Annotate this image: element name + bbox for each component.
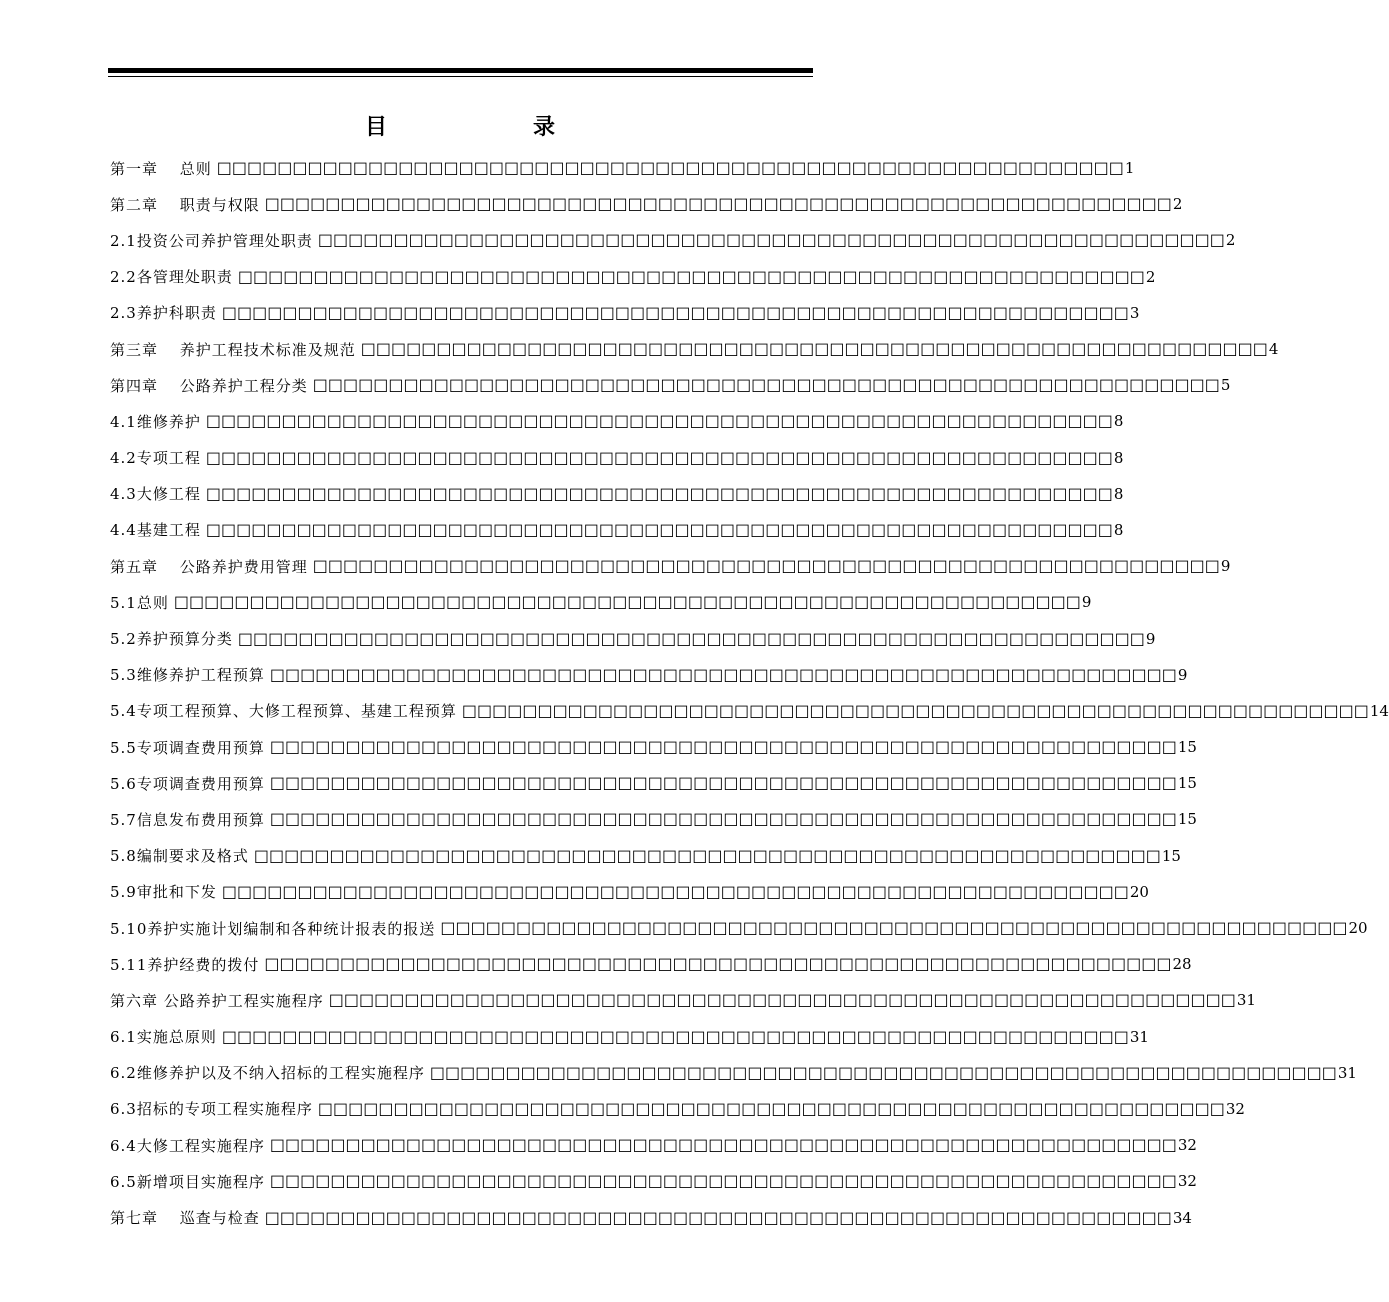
toc-entry-title: 5.8编制要求及格式 [110,847,249,866]
toc-entry[interactable] [110,693,1389,729]
toc-leader: □□□□□□□□□□□□□□□□□□□□□□□□□□□□□□□□□□□□□□□□□□□□□□□□□□□□□□□□□□□□ [221,302,1129,322]
toc-entry-title: 5.1总则 [110,593,169,612]
toc-leader: □□□□□□□□□□□□□□□□□□□□□□□□□□□□□□□□□□□□□□□□□□□□□□□□□□□□□□□□□□□□ [264,1207,1172,1227]
toc-title: 目 录 [364,114,589,140]
toc-page-number: 32 [1225,1099,1245,1118]
toc-page-number: 15 [1177,774,1197,793]
toc-leader: □□□□□□□□□□□□□□□□□□□□□□□□□□□□□□□□□□□□□□□□□□□□□□□□□□□□□□□□□□□□ [237,628,1145,648]
table-of-contents [110,150,1389,1236]
toc-entry[interactable] [110,874,1149,910]
toc-page-number: 2 [1145,267,1156,286]
toc-page-number: 8 [1113,448,1124,467]
toc-entry-title: 第一章 总则 [110,159,212,178]
toc-page-number: 31 [1236,991,1256,1010]
toc-leader: □□□□□□□□□□□□□□□□□□□□□□□□□□□□□□□□□□□□□□□□□□□□□□□□□□□□□□□□□□□□ [269,664,1177,684]
toc-entry[interactable] [110,657,1188,693]
toc-entry[interactable] [110,838,1181,874]
toc-page-number: 15 [1177,738,1197,757]
toc-entry[interactable] [110,1055,1357,1091]
toc-entry-title: 第四章 公路养护工程分类 [110,376,308,395]
toc-leader: □□□□□□□□□□□□□□□□□□□□□□□□□□□□□□□□□□□□□□□□□□□□□□□□□□□□□□□□□□□□ [221,881,1129,901]
toc-leader: □□□□□□□□□□□□□□□□□□□□□□□□□□□□□□□□□□□□□□□□□□□□□□□□□□□□□□□□□□□□ [312,375,1220,395]
toc-page-number: 2 [1172,195,1183,214]
toc-page-number: 28 [1172,955,1192,974]
toc-page-number: 8 [1113,412,1124,431]
toc-page-number: 8 [1113,484,1124,503]
toc-entry[interactable] [110,1019,1149,1055]
toc-entry[interactable] [110,584,1092,620]
toc-leader: □□□□□□□□□□□□□□□□□□□□□□□□□□□□□□□□□□□□□□□□□□□□□□□□□□□□□□□□□□□□ [173,592,1081,612]
toc-page-number: 15 [1161,846,1181,865]
toc-entry[interactable] [110,295,1140,331]
toc-entry[interactable] [110,1163,1197,1199]
toc-entry[interactable] [110,476,1124,512]
toc-leader: □□□□□□□□□□□□□□□□□□□□□□□□□□□□□□□□□□□□□□□□□□□□□□□□□□□□□□□□□□□□ [317,230,1225,250]
toc-entry-title: 6.2维修养护以及不纳入招标的工程实施程序 [110,1064,425,1083]
toc-entry-title: 2.3养护科职责 [110,304,217,323]
toc-leader: □□□□□□□□□□□□□□□□□□□□□□□□□□□□□□□□□□□□□□□□□□□□□□□□□□□□□□□□□□□□ [360,339,1268,359]
toc-leader: □□□□□□□□□□□□□□□□□□□□□□□□□□□□□□□□□□□□□□□□□□□□□□□□□□□□□□□□□□□□ [205,447,1113,467]
toc-leader: □□□□□□□□□□□□□□□□□□□□□□□□□□□□□□□□□□□□□□□□□□□□□□□□□□□□□□□□□□□□ [317,1098,1225,1118]
toc-entry[interactable] [110,982,1256,1018]
toc-leader: □□□□□□□□□□□□□□□□□□□□□□□□□□□□□□□□□□□□□□□□□□□□□□□□□□□□□□□□□□□□ [461,700,1369,720]
toc-entry-title: 第五章 公路养护费用管理 [110,557,308,576]
toc-leader: □□□□□□□□□□□□□□□□□□□□□□□□□□□□□□□□□□□□□□□□□□□□□□□□□□□□□□□□□□□□ [429,1062,1337,1082]
toc-page-number: 4 [1268,340,1279,359]
header-rule-thick [108,68,813,73]
toc-entry[interactable] [110,186,1183,222]
toc-leader: □□□□□□□□□□□□□□□□□□□□□□□□□□□□□□□□□□□□□□□□□□□□□□□□□□□□□□□□□□□□ [264,194,1172,214]
toc-entry-title: 2.2各管理处职责 [110,268,233,287]
toc-entry-title: 第六章 公路养护工程实施程序 [110,991,324,1010]
toc-entry[interactable] [110,801,1197,837]
toc-entry-title: 5.5专项调查费用预算 [110,738,265,757]
toc-page-number: 15 [1177,810,1197,829]
toc-leader: □□□□□□□□□□□□□□□□□□□□□□□□□□□□□□□□□□□□□□□□□□□□□□□□□□□□□□□□□□□□ [328,990,1236,1010]
toc-entry[interactable] [110,910,1368,946]
toc-leader: □□□□□□□□□□□□□□□□□□□□□□□□□□□□□□□□□□□□□□□□□□□□□□□□□□□□□□□□□□□□ [253,845,1161,865]
toc-leader: □□□□□□□□□□□□□□□□□□□□□□□□□□□□□□□□□□□□□□□□□□□□□□□□□□□□□□□□□□□□ [205,411,1113,431]
toc-entry-title: 5.11养护经费的拨付 [110,955,260,974]
toc-entry-title: 6.1实施总原则 [110,1028,217,1047]
toc-page-number: 3 [1129,303,1140,322]
toc-entry-title: 4.2专项工程 [110,449,201,468]
toc-entry[interactable] [110,765,1197,801]
toc-entry-title: 5.10养护实施计划编制和各种统计报表的报送 [110,919,436,938]
toc-entry-title: 5.7信息发布费用预算 [110,810,265,829]
toc-leader: □□□□□□□□□□□□□□□□□□□□□□□□□□□□□□□□□□□□□□□□□□□□□□□□□□□□□□□□□□□□ [205,483,1113,503]
toc-leader: □□□□□□□□□□□□□□□□□□□□□□□□□□□□□□□□□□□□□□□□□□□□□□□□□□□□□□□□□□□□ [216,158,1124,178]
toc-leader: □□□□□□□□□□□□□□□□□□□□□□□□□□□□□□□□□□□□□□□□□□□□□□□□□□□□□□□□□□□□ [269,1171,1177,1191]
toc-entry[interactable] [110,403,1124,439]
toc-page-number: 32 [1177,1172,1197,1191]
toc-entry-title: 5.6专项调查费用预算 [110,774,265,793]
toc-leader: □□□□□□□□□□□□□□□□□□□□□□□□□□□□□□□□□□□□□□□□□□□□□□□□□□□□□□□□□□□□ [269,809,1177,829]
toc-entry-title: 5.3维修养护工程预算 [110,666,265,685]
toc-entry-title: 第二章 职责与权限 [110,195,260,214]
toc-entry[interactable] [110,1199,1192,1235]
toc-page-number: 20 [1129,882,1149,901]
toc-leader: □□□□□□□□□□□□□□□□□□□□□□□□□□□□□□□□□□□□□□□□□□□□□□□□□□□□□□□□□□□□ [264,954,1172,974]
toc-page-number: 9 [1177,665,1188,684]
toc-entry-title: 第三章 养护工程技术标准及规范 [110,340,356,359]
toc-page-number: 14 [1369,701,1389,720]
toc-entry-title: 6.4大修工程实施程序 [110,1136,265,1155]
toc-leader: □□□□□□□□□□□□□□□□□□□□□□□□□□□□□□□□□□□□□□□□□□□□□□□□□□□□□□□□□□□□ [269,773,1177,793]
toc-entry[interactable] [110,548,1231,584]
toc-page-number: 32 [1177,1136,1197,1155]
toc-page-number: 9 [1081,593,1092,612]
toc-page-number: 9 [1145,629,1156,648]
toc-entry-title: 5.2养护预算分类 [110,630,233,649]
toc-entry-title: 5.4专项工程预算、大修工程预算、基建工程预算 [110,702,457,721]
toc-page-number: 20 [1348,919,1368,938]
toc-leader: □□□□□□□□□□□□□□□□□□□□□□□□□□□□□□□□□□□□□□□□□□□□□□□□□□□□□□□□□□□□ [269,737,1177,757]
toc-page-number: 31 [1129,1027,1149,1046]
toc-leader: □□□□□□□□□□□□□□□□□□□□□□□□□□□□□□□□□□□□□□□□□□□□□□□□□□□□□□□□□□□□ [205,519,1113,539]
header-rule-thin [108,76,813,77]
toc-leader: □□□□□□□□□□□□□□□□□□□□□□□□□□□□□□□□□□□□□□□□□□□□□□□□□□□□□□□□□□□□ [269,1135,1177,1155]
toc-leader: □□□□□□□□□□□□□□□□□□□□□□□□□□□□□□□□□□□□□□□□□□□□□□□□□□□□□□□□□□□□ [440,918,1348,938]
toc-entry[interactable] [110,1127,1197,1163]
toc-entry-title: 6.3招标的专项工程实施程序 [110,1100,313,1119]
toc-entry[interactable] [110,440,1124,476]
toc-leader: □□□□□□□□□□□□□□□□□□□□□□□□□□□□□□□□□□□□□□□□□□□□□□□□□□□□□□□□□□□□ [237,266,1145,286]
toc-entry-title: 4.3大修工程 [110,485,201,504]
toc-page-number: 34 [1172,1208,1192,1227]
toc-entry[interactable] [110,150,1135,186]
toc-entry[interactable] [110,367,1231,403]
toc-entry[interactable] [110,946,1192,982]
toc-entry[interactable] [110,259,1156,295]
toc-page-number: 5 [1220,376,1231,395]
toc-leader: □□□□□□□□□□□□□□□□□□□□□□□□□□□□□□□□□□□□□□□□□□□□□□□□□□□□□□□□□□□□ [312,556,1220,576]
toc-page-number: 8 [1113,520,1124,539]
toc-page-number: 9 [1220,557,1231,576]
toc-entry[interactable] [110,620,1156,656]
toc-entry-title: 5.9审批和下发 [110,883,217,902]
toc-entry[interactable] [110,729,1197,765]
toc-entry[interactable] [110,222,1236,258]
toc-entry-title: 6.5新增项目实施程序 [110,1172,265,1191]
toc-entry[interactable] [110,1091,1245,1127]
toc-page-number: 2 [1225,231,1236,250]
toc-entry-title: 4.1维修养护 [110,412,201,431]
toc-entry[interactable] [110,331,1279,367]
toc-page-number: 31 [1337,1063,1357,1082]
toc-leader: □□□□□□□□□□□□□□□□□□□□□□□□□□□□□□□□□□□□□□□□□□□□□□□□□□□□□□□□□□□□ [221,1026,1129,1046]
toc-page-number: 1 [1124,159,1135,178]
toc-entry-title: 2.1投资公司养护管理处职责 [110,231,313,250]
toc-entry[interactable] [110,512,1124,548]
toc-entry-title: 4.4基建工程 [110,521,201,540]
toc-entry-title: 第七章 巡查与检查 [110,1209,260,1228]
